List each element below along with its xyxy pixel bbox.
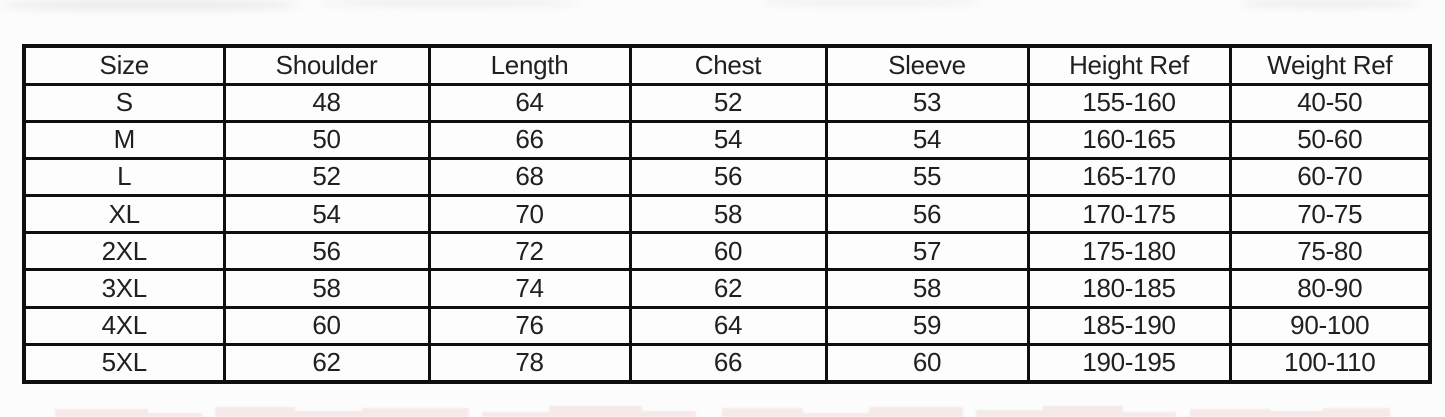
table-row [24, 270, 1430, 307]
value-cell: 155-160 [1028, 84, 1230, 121]
value-cell: 59 [826, 307, 1028, 344]
value-cell: 54 [224, 196, 429, 233]
top-edge-smudge [0, 0, 1445, 14]
value-cell: 54 [826, 121, 1028, 158]
value-cell: 90-100 [1230, 307, 1430, 344]
value-cell: 55 [826, 158, 1028, 195]
value-cell: 60 [630, 233, 826, 270]
column-header: Sleeve [826, 46, 1028, 84]
size-cell: L [24, 158, 224, 195]
value-cell: 165-170 [1028, 158, 1230, 195]
value-cell: 74 [429, 270, 630, 307]
table-row [24, 84, 1430, 121]
value-cell: 70 [429, 196, 630, 233]
table-row [24, 233, 1430, 270]
value-cell: 80-90 [1230, 270, 1430, 307]
value-cell: 56 [224, 233, 429, 270]
value-cell: 68 [429, 158, 630, 195]
value-cell: 58 [826, 270, 1028, 307]
value-cell: 185-190 [1028, 307, 1230, 344]
size-cell: 2XL [24, 233, 224, 270]
size-cell: M [24, 121, 224, 158]
value-cell: 170-175 [1028, 196, 1230, 233]
size-cell: XL [24, 196, 224, 233]
value-cell: 60 [826, 344, 1028, 382]
value-cell: 54 [630, 121, 826, 158]
value-cell: 180-185 [1028, 270, 1230, 307]
value-cell: 72 [429, 233, 630, 270]
value-cell: 48 [224, 84, 429, 121]
value-cell: 60 [224, 307, 429, 344]
size-cell: S [24, 84, 224, 121]
table-row [24, 344, 1430, 382]
value-cell: 64 [630, 307, 826, 344]
value-cell: 50 [224, 121, 429, 158]
size-cell: 4XL [24, 307, 224, 344]
value-cell: 40-50 [1230, 84, 1430, 121]
value-cell: 53 [826, 84, 1028, 121]
value-cell: 75-80 [1230, 233, 1430, 270]
value-cell: 62 [224, 344, 429, 382]
value-cell: 175-180 [1028, 233, 1230, 270]
table-body [24, 84, 1430, 382]
value-cell: 58 [630, 196, 826, 233]
value-cell: 52 [224, 158, 429, 195]
size-chart-table [22, 44, 1432, 384]
column-header: Size [24, 46, 224, 84]
table-row [24, 307, 1430, 344]
column-header: Length [429, 46, 630, 84]
value-cell: 64 [429, 84, 630, 121]
header-row [24, 46, 1430, 84]
value-cell: 160-165 [1028, 121, 1230, 158]
column-header: Weight Ref [1230, 46, 1430, 84]
value-cell: 56 [826, 196, 1028, 233]
value-cell: 78 [429, 344, 630, 382]
value-cell: 50-60 [1230, 121, 1430, 158]
column-header: Height Ref [1028, 46, 1230, 84]
size-cell: 5XL [24, 344, 224, 382]
table-row [24, 158, 1430, 195]
value-cell: 60-70 [1230, 158, 1430, 195]
value-cell: 57 [826, 233, 1028, 270]
column-header: Shoulder [224, 46, 429, 84]
table-row [24, 121, 1430, 158]
value-cell: 100-110 [1230, 344, 1430, 382]
size-cell: 3XL [24, 270, 224, 307]
value-cell: 56 [630, 158, 826, 195]
value-cell: 76 [429, 307, 630, 344]
value-cell: 52 [630, 84, 826, 121]
value-cell: 66 [630, 344, 826, 382]
value-cell: 70-75 [1230, 196, 1430, 233]
column-header: Chest [630, 46, 826, 84]
bottom-edge-smudge [55, 402, 1390, 417]
value-cell: 58 [224, 270, 429, 307]
value-cell: 190-195 [1028, 344, 1230, 382]
table-row [24, 196, 1430, 233]
value-cell: 62 [630, 270, 826, 307]
value-cell: 66 [429, 121, 630, 158]
